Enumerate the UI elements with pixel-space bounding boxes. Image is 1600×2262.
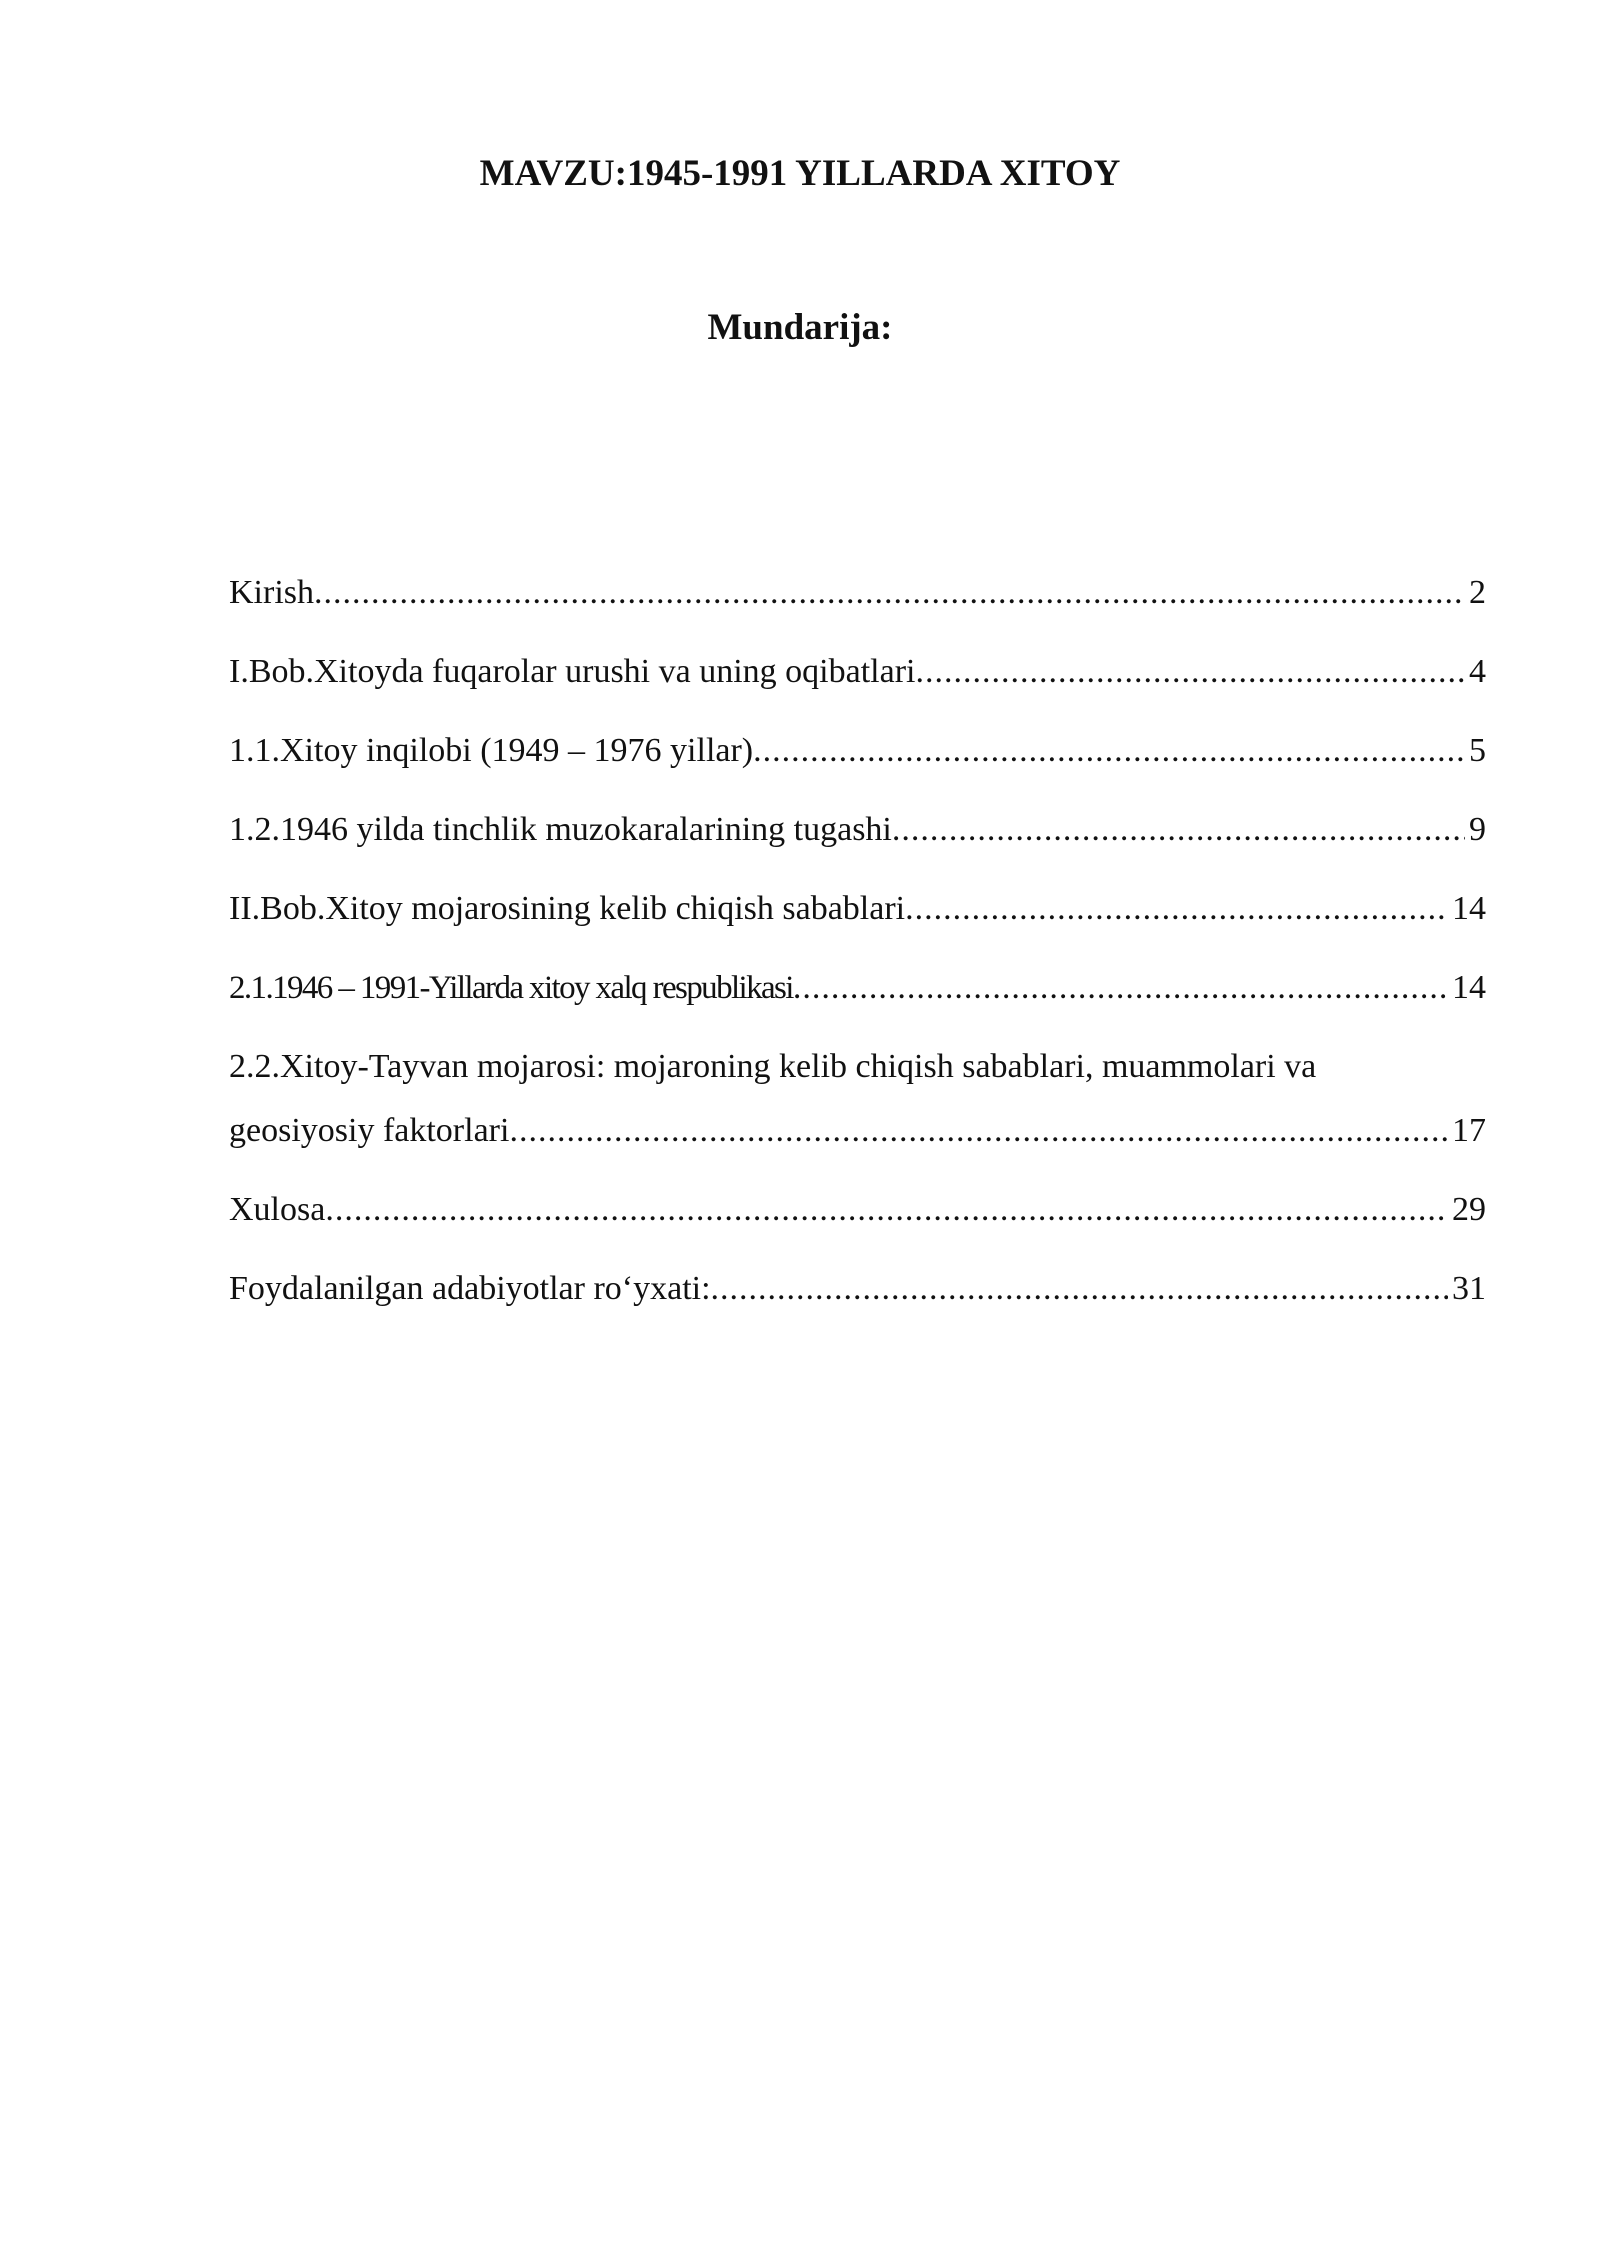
toc-entry-section-2-2[interactable]	[229, 1035, 1486, 1163]
toc-leader-dots	[711, 1257, 1448, 1321]
toc-entry-title: Kirish	[229, 574, 314, 611]
table-of-contents	[229, 561, 1486, 1336]
toc-entry-title: 2.2.Xitoy-Tayvan mojarosi: mojaroning kelib chiqish sabablari, muammolari va	[229, 1048, 1317, 1085]
toc-entry-kirish[interactable]	[229, 561, 1486, 625]
toc-entry-title: II.Bob.Xitoy mojarosining kelib chiqish sabablari	[229, 890, 906, 927]
toc-page-number: 14	[1452, 890, 1486, 927]
toc-page-number: 14	[1452, 969, 1486, 1006]
document-title: MAVZU:1945-1991 YILLARDA XITOY	[479, 153, 1121, 194]
toc-page-number: 2	[1469, 574, 1486, 611]
toc-leader-dots	[753, 719, 1465, 783]
toc-leader-dots	[905, 877, 1448, 941]
toc-entry-title-continuation	[229, 1099, 1486, 1163]
toc-page-number: 4	[1469, 653, 1486, 690]
toc-page-number: 17	[1452, 1112, 1486, 1149]
toc-entry-section-1-1[interactable]	[229, 719, 1486, 783]
toc-leader-dots	[509, 1099, 1448, 1163]
toc-entry-title: Xulosa	[229, 1191, 326, 1228]
toc-entry-title-line2: geosiyosiy faktorlari	[229, 1112, 510, 1149]
toc-entry-xulosa[interactable]	[229, 1178, 1486, 1242]
toc-entry-title: Foydalanilgan adabiyotlar ro‘yxati:	[229, 1270, 711, 1307]
toc-page-number: 31	[1452, 1270, 1486, 1307]
toc-entry-title: 1.2.1946 yilda tinchlik muzokaralarining tugashi	[229, 811, 892, 848]
toc-page-number: 5	[1469, 732, 1486, 769]
toc-entry-section-1-2[interactable]	[229, 798, 1486, 862]
toc-entry-references[interactable]	[229, 1257, 1486, 1321]
toc-leader-dots	[314, 561, 1465, 625]
toc-page-number: 29	[1452, 1191, 1486, 1228]
toc-entry-chapter-2[interactable]	[229, 877, 1486, 941]
toc-entry-title: I.Bob.Xitoyda fuqarolar urushi va uning oqibatlari	[229, 653, 916, 690]
toc-entry-title: 2.1.1946 – 1991-Yillarda xitoy xalq respublikasi	[229, 970, 793, 1006]
toc-leader-dots	[915, 640, 1465, 704]
toc-leader-dots	[793, 956, 1448, 1020]
toc-heading: Mundarija:	[707, 307, 893, 348]
toc-leader-dots	[325, 1178, 1448, 1242]
toc-leader-dots	[892, 798, 1465, 862]
toc-entry-title: 1.1.Xitoy inqilobi (1949 – 1976 yillar)	[229, 732, 754, 769]
toc-entry-chapter-1[interactable]	[229, 640, 1486, 704]
toc-entry-section-2-1[interactable]	[229, 956, 1486, 1020]
toc-page-number: 9	[1469, 811, 1486, 848]
